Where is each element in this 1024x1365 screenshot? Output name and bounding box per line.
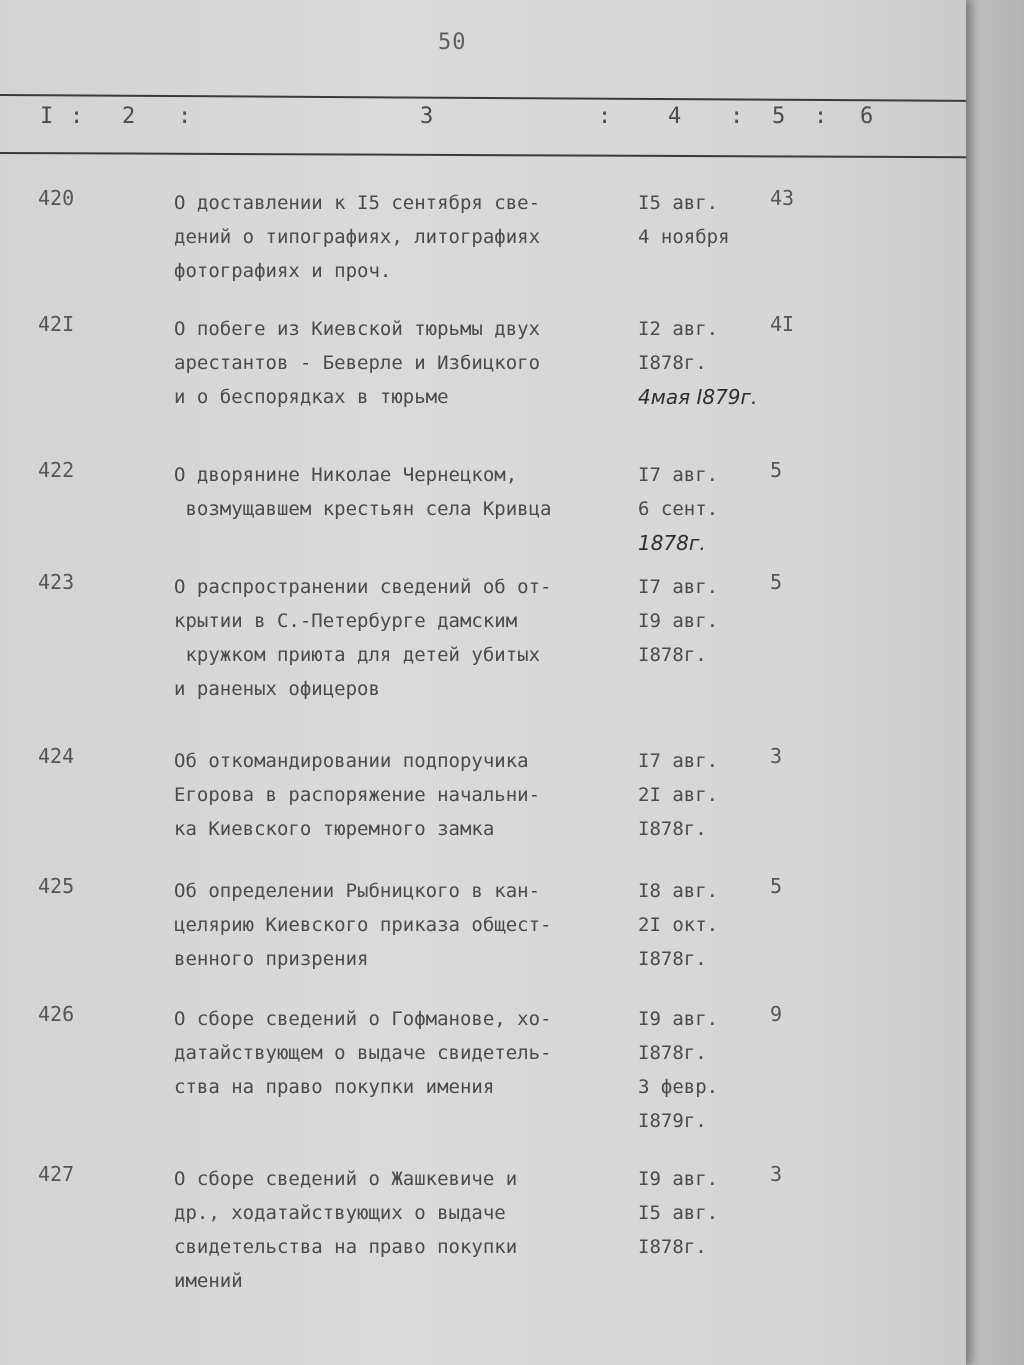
date-line: I9 авг. <box>638 610 719 632</box>
date-line: I9 авг. <box>638 1168 719 1190</box>
description-line: целярию Киевского приказа общест- <box>174 914 552 936</box>
description-line: венного призрения <box>174 948 369 970</box>
description-line: и о беспорядках в тюрьме <box>174 386 449 408</box>
description-line: ка Киевского тюремного замка <box>174 818 495 840</box>
entry-number: 422 <box>38 458 75 482</box>
column-header-5: 5 <box>772 104 786 129</box>
header-rule-bottom <box>0 152 966 158</box>
date-line: I878г. <box>638 1236 707 1258</box>
entry-page-count: 3 <box>770 1162 783 1186</box>
page-number: 50 <box>438 30 467 55</box>
entry-number: 425 <box>38 874 75 898</box>
date-line: 3 февр. <box>638 1076 719 1098</box>
entry-description <box>174 570 634 706</box>
header-rule-top <box>0 94 966 102</box>
column-separator: : <box>70 104 84 129</box>
date-line: I8 авг. <box>638 880 719 902</box>
column-separator: : <box>814 104 828 129</box>
description-line: дений о типографиях, литографиях <box>174 226 541 248</box>
entry-dates <box>638 874 788 976</box>
date-line: I878г. <box>638 352 707 374</box>
entry-dates <box>638 744 788 846</box>
description-line: фотографиях и проч. <box>174 260 392 282</box>
entry-dates <box>638 312 788 414</box>
date-line: I878г. <box>638 948 707 970</box>
entry-dates <box>638 458 788 560</box>
date-line: 6 сент. <box>638 498 719 520</box>
date-line: I879г. <box>638 1110 707 1132</box>
entry-dates <box>638 1002 788 1138</box>
column-header-4: 4 <box>668 104 682 129</box>
handwritten-date: 1878г. <box>638 531 706 555</box>
entry-description <box>174 1002 634 1104</box>
column-separator: : <box>598 104 612 129</box>
entry-description <box>174 312 634 414</box>
handwritten-date: 4мая I879г. <box>638 385 758 409</box>
entry-page-count: 9 <box>770 1002 783 1026</box>
description-line: ства на право покупки имения <box>174 1076 495 1098</box>
description-line: О дворянине Николае Чернецком, <box>174 464 518 486</box>
date-line: I7 авг. <box>638 576 719 598</box>
description-line: О сборе сведений о Жашкевиче и <box>174 1168 518 1190</box>
description-line: арестантов - Беверле и Избицкого <box>174 352 541 374</box>
date-line: 2I авг. <box>638 784 719 806</box>
entry-number: 420 <box>38 186 75 210</box>
entry-number: 42I <box>38 312 75 336</box>
description-line: крытии в С.-Петербурге дамским <box>174 610 518 632</box>
entry-page-count: 3 <box>770 744 783 768</box>
entry-dates <box>638 570 788 672</box>
description-line: свидетельства на право покупки <box>174 1236 518 1258</box>
date-line: I878г. <box>638 1042 707 1064</box>
column-separator: : <box>730 104 744 129</box>
date-line: I7 авг. <box>638 464 719 486</box>
entry-page-count: 4I <box>770 312 795 336</box>
entry-description <box>174 186 634 288</box>
date-line: 4 ноября <box>638 226 730 248</box>
date-line: I9 авг. <box>638 1008 719 1030</box>
description-line: др., ходатайствующих о выдаче <box>174 1202 506 1224</box>
entry-number: 423 <box>38 570 75 594</box>
entry-page-count: 43 <box>770 186 795 210</box>
column-header-2: 2 <box>122 104 136 129</box>
date-line: I5 авг. <box>638 1202 719 1224</box>
column-separator: : <box>178 104 192 129</box>
entry-page-count: 5 <box>770 458 783 482</box>
entry-page-count: 5 <box>770 874 783 898</box>
date-line: I878г. <box>638 644 707 666</box>
description-line: О распространении сведений об от- <box>174 576 552 598</box>
entry-description <box>174 744 634 846</box>
date-line: I2 авг. <box>638 318 719 340</box>
column-header-3: 3 <box>420 104 434 129</box>
description-line: Об определении Рыбницкого в кан- <box>174 880 541 902</box>
underlying-page <box>960 0 1024 1365</box>
entry-number: 426 <box>38 1002 75 1026</box>
entry-number: 424 <box>38 744 75 768</box>
description-line: О сборе сведений о Гофманове, хо- <box>174 1008 552 1030</box>
description-line: кружком приюта для детей убитых <box>174 644 541 666</box>
description-line: возмущавшем крестьян села Кривца <box>174 498 552 520</box>
column-header-6: 6 <box>860 104 874 129</box>
description-line: датайствующем о выдаче свидетель- <box>174 1042 552 1064</box>
date-line: I7 авг. <box>638 750 719 772</box>
entry-number: 427 <box>38 1162 75 1186</box>
entry-description <box>174 1162 634 1298</box>
entry-dates <box>638 1162 788 1264</box>
description-line: Об откомандировании подпоручика <box>174 750 529 772</box>
description-line: имений <box>174 1270 243 1292</box>
description-line: О побеге из Киевской тюрьмы двух <box>174 318 541 340</box>
description-line: и раненых офицеров <box>174 678 380 700</box>
entry-description <box>174 458 634 526</box>
entry-page-count: 5 <box>770 570 783 594</box>
entry-description <box>174 874 634 976</box>
date-line: I5 авг. <box>638 192 719 214</box>
entry-dates <box>638 186 788 254</box>
column-header-1: I <box>40 104 54 129</box>
date-line: I878г. <box>638 818 707 840</box>
description-line: Егорова в распоряжение начальни- <box>174 784 541 806</box>
date-line: 2I окт. <box>638 914 719 936</box>
description-line: О доставлении к I5 сентября све- <box>174 192 541 214</box>
